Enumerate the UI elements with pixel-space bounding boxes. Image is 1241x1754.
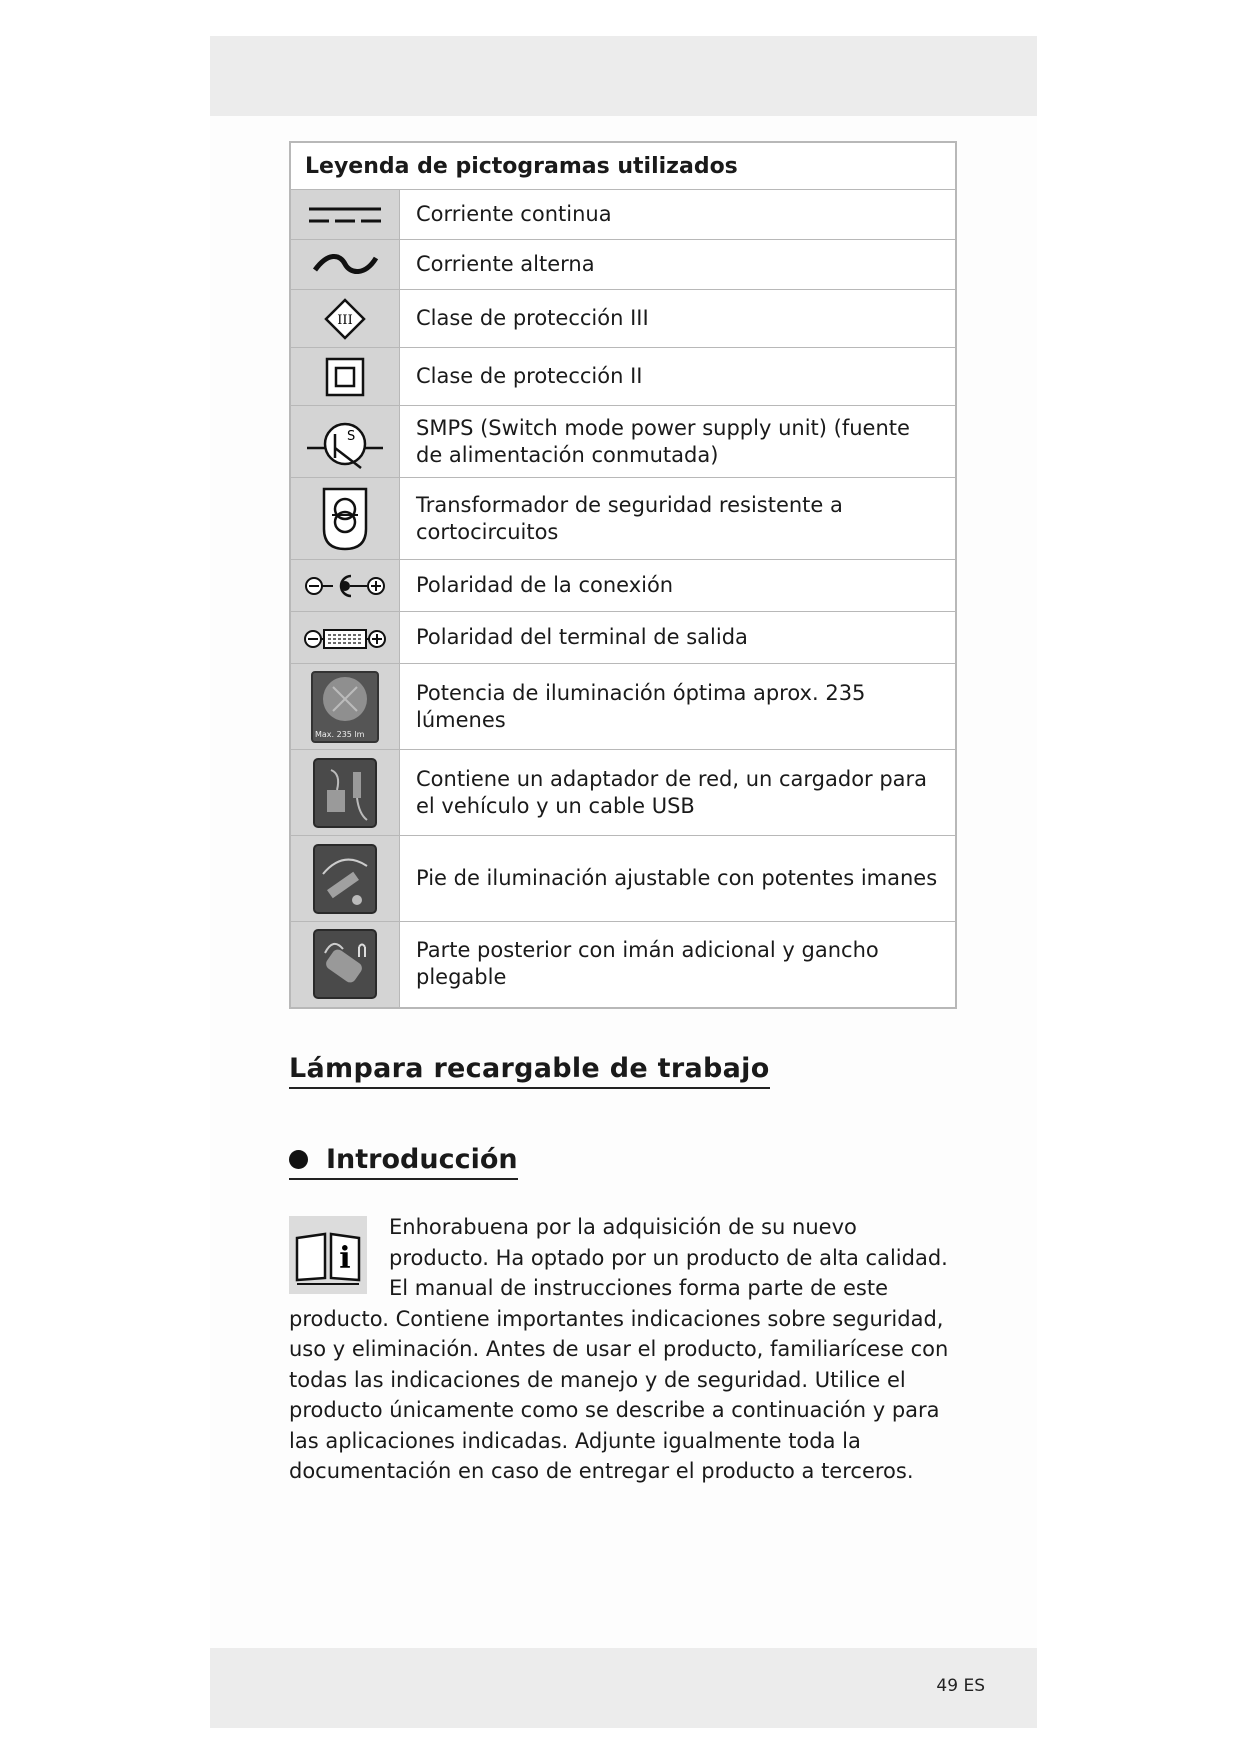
footer-band	[210, 1648, 1037, 1728]
bullet-icon	[289, 1150, 308, 1169]
legend-text: Polaridad del terminal de salida	[400, 612, 957, 664]
connection-polarity-icon	[290, 560, 400, 612]
safety-transformer-icon	[290, 478, 400, 560]
protection-class-iii-icon	[290, 290, 400, 348]
legend-text: Clase de protección III	[400, 290, 957, 348]
intro-paragraph	[289, 1212, 959, 1487]
legend-text: Parte posterior con imán adicional y gancho plegable	[400, 922, 957, 1008]
legend-text: Transformador de seguridad resistente a cortocircuitos	[400, 478, 957, 560]
legend-text: Polaridad de la conexión	[400, 560, 957, 612]
icon-spacer	[289, 1212, 389, 1300]
output-polarity-icon	[290, 612, 400, 664]
intro-body: Enhorabuena por la adquisición de su nuevo producto. Ha optado por un producto de alta calidad. El manual de instrucciones forma parte de este producto. Contiene importantes indicaciones sobre seguridad, uso y eliminación. Antes de usar el producto, familiarícese con todas las indicaciones de manejo y de seguridad. Utilice el producto únicamente como se describe a continuación y para las aplicaciones indicadas. Adjunte igualmente toda la documentación en caso de entregar el producto a terceros.	[289, 1215, 949, 1483]
adapter-charger-cable-icon	[290, 750, 400, 836]
magnetic-stand-icon	[290, 836, 400, 922]
legend-row	[290, 664, 956, 750]
svg-text:S: S	[347, 428, 356, 444]
legend-row	[290, 922, 956, 1008]
max-235-lm-icon	[290, 664, 400, 750]
legend-row	[290, 478, 956, 560]
pictogram-legend-table	[289, 141, 957, 1009]
intro-heading	[289, 1144, 518, 1180]
intro-heading-text: Introducción	[326, 1144, 518, 1175]
header-band	[210, 36, 1037, 116]
protection-class-ii-icon	[290, 348, 400, 406]
page-number: 49 ES	[936, 1676, 985, 1696]
legend-text: Corriente alterna	[400, 240, 957, 290]
max-lumen-label: Max. 235 lm	[315, 729, 365, 739]
magnet-hook-icon	[290, 922, 400, 1008]
legend-row	[290, 290, 956, 348]
legend-row	[290, 612, 956, 664]
legend-text: Pie de iluminación ajustable con potentes imanes	[400, 836, 957, 922]
section-title: Lámpara recargable de trabajo	[289, 1053, 770, 1089]
legend-row	[290, 240, 956, 290]
svg-text:III: III	[337, 312, 353, 328]
legend-row	[290, 836, 956, 922]
legend-text: SMPS (Switch mode power supply unit) (fuente de alimentación conmutada)	[400, 406, 957, 478]
alternating-current-icon	[290, 240, 400, 290]
legend-row	[290, 560, 956, 612]
direct-current-icon	[290, 190, 400, 240]
legend-text: Potencia de iluminación óptima aprox. 235 lúmenes	[400, 664, 957, 750]
svg-text:i: i	[339, 1241, 351, 1276]
smps-icon	[290, 406, 400, 478]
legend-text: Corriente continua	[400, 190, 957, 240]
legend-row	[290, 348, 956, 406]
legend-row	[290, 406, 956, 478]
legend-text: Clase de protección II	[400, 348, 957, 406]
legend-row	[290, 750, 956, 836]
legend-heading: Leyenda de pictogramas utilizados	[290, 142, 956, 190]
legend-text: Contiene un adaptador de red, un cargador para el vehículo y un cable USB	[400, 750, 957, 836]
legend-row	[290, 190, 956, 240]
legend-header-row	[290, 142, 956, 190]
